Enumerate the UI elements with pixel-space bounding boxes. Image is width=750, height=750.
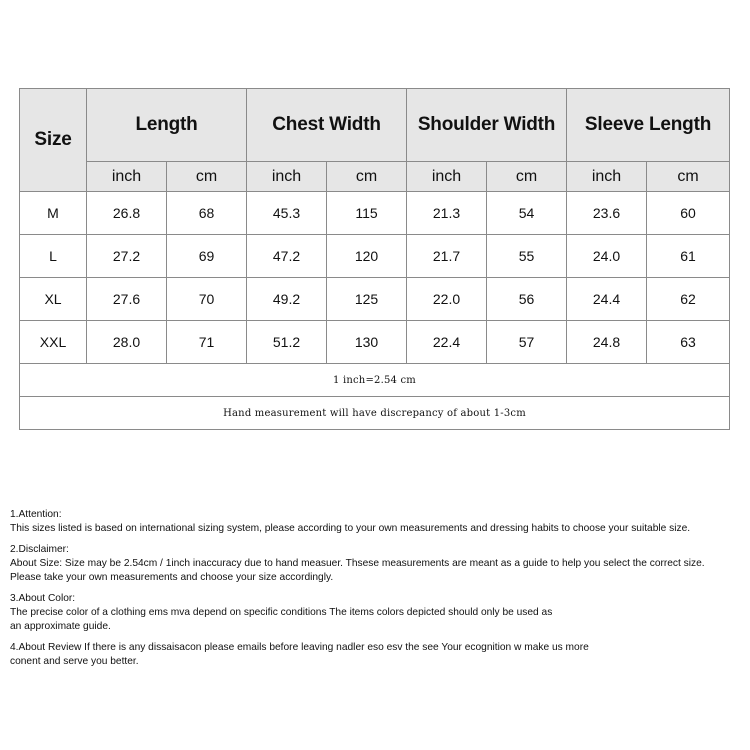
table-cell: 24.0 xyxy=(567,235,647,278)
size-cell: L xyxy=(20,235,87,278)
table-cell: 130 xyxy=(327,321,407,364)
table-cell: 56 xyxy=(487,278,567,321)
size-cell: XXL xyxy=(20,321,87,364)
unit-cell: cm xyxy=(647,162,730,192)
table-cell: 60 xyxy=(647,192,730,235)
table-row xyxy=(20,235,730,278)
table-cell: 63 xyxy=(647,321,730,364)
table-cell: 45.3 xyxy=(247,192,327,235)
unit-cell: inch xyxy=(567,162,647,192)
note-heading: 2.Disclaimer: xyxy=(10,544,69,555)
note-text: Please take your own measurements and choose your size accordingly. xyxy=(10,572,334,583)
unit-cell: cm xyxy=(487,162,567,192)
table-cell: 22.4 xyxy=(407,321,487,364)
conversion-note-row xyxy=(20,364,730,397)
table-cell: 22.0 xyxy=(407,278,487,321)
header-sleeve-length: Sleeve Length xyxy=(567,89,730,162)
table-row xyxy=(20,321,730,364)
table-cell: 49.2 xyxy=(247,278,327,321)
table-cell: 68 xyxy=(167,192,247,235)
table-cell: 27.6 xyxy=(87,278,167,321)
table-cell: 55 xyxy=(487,235,567,278)
header-shoulder-width: Shoulder Width xyxy=(407,89,567,162)
unit-cell: cm xyxy=(167,162,247,192)
note-heading: 3.About Color: xyxy=(10,593,76,604)
table-cell: 26.8 xyxy=(87,192,167,235)
size-cell: XL xyxy=(20,278,87,321)
measurement-note: Hand measurement will have discrepancy of about 1-3cm xyxy=(20,397,730,430)
review-note xyxy=(10,641,746,669)
size-cell: M xyxy=(20,192,87,235)
unit-cell: inch xyxy=(247,162,327,192)
note-text: conent and serve you better. xyxy=(10,656,139,667)
table-cell: 71 xyxy=(167,321,247,364)
table-cell: 120 xyxy=(327,235,407,278)
table-cell: 51.2 xyxy=(247,321,327,364)
table-cell: 47.2 xyxy=(247,235,327,278)
table-cell: 27.2 xyxy=(87,235,167,278)
header-length: Length xyxy=(87,89,247,162)
table-cell: 21.3 xyxy=(407,192,487,235)
table-cell: 61 xyxy=(647,235,730,278)
unit-cell: inch xyxy=(87,162,167,192)
unit-cell: inch xyxy=(407,162,487,192)
unit-row xyxy=(20,162,730,192)
header-size: Size xyxy=(20,89,87,192)
measurement-note-row xyxy=(20,397,730,430)
note-text: an approximate guide. xyxy=(10,621,111,632)
table-cell: 125 xyxy=(327,278,407,321)
table-cell: 28.0 xyxy=(87,321,167,364)
table-cell: 70 xyxy=(167,278,247,321)
conversion-note: 1 inch=2.54 cm xyxy=(20,364,730,397)
table-cell: 62 xyxy=(647,278,730,321)
attention-note xyxy=(10,508,746,536)
disclaimer-note xyxy=(10,543,746,585)
table-row xyxy=(20,278,730,321)
note-text: About Size: Size may be 2.54cm / 1inch inaccuracy due to hand measuer. Thsese measurements are meant as a guide to help you select the correct size. xyxy=(10,558,705,569)
note-text: The precise color of a clothing ems mva depend on specific conditions The items colors depicted should only be used as xyxy=(10,607,553,618)
size-chart-table xyxy=(19,88,730,430)
header-row xyxy=(20,89,730,162)
table-cell: 24.8 xyxy=(567,321,647,364)
color-note xyxy=(10,592,746,634)
table-cell: 23.6 xyxy=(567,192,647,235)
notes-section xyxy=(10,508,746,676)
note-heading: 1.Attention: xyxy=(10,509,62,520)
header-chest-width: Chest Width xyxy=(247,89,407,162)
table-cell: 115 xyxy=(327,192,407,235)
table-cell: 57 xyxy=(487,321,567,364)
unit-cell: cm xyxy=(327,162,407,192)
table-row xyxy=(20,192,730,235)
note-text: This sizes listed is based on international sizing system, please according to your own measurements and dressing habits to choose your suitable size. xyxy=(10,523,691,534)
table-cell: 54 xyxy=(487,192,567,235)
table-cell: 21.7 xyxy=(407,235,487,278)
table-cell: 69 xyxy=(167,235,247,278)
note-text: 4.About Review If there is any dissaisacon please emails before leaving nadler eso esv the see Your ecognition w make us more xyxy=(10,642,589,653)
table-cell: 24.4 xyxy=(567,278,647,321)
